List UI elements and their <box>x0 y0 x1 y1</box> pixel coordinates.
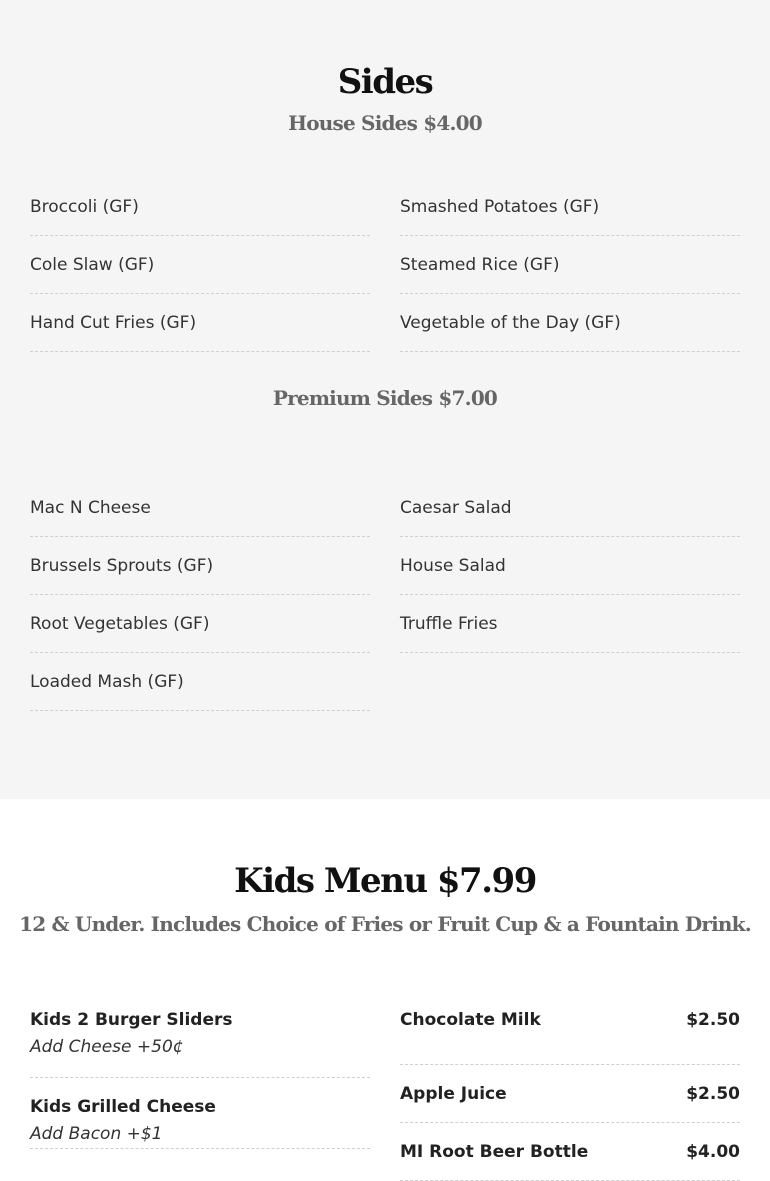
kids-item-note: Add Bacon +$1 <box>30 1124 163 1144</box>
kids-item-name: Kids Grilled Cheese <box>30 1097 216 1117</box>
drink-name: Chocolate Milk <box>400 1010 541 1030</box>
house-sides-left-column <box>30 178 370 352</box>
kids-menu-title: Kids Menu $7.99 <box>234 861 536 901</box>
side-item: Steamed Rice (GF) <box>400 236 740 294</box>
house-sides-right-column <box>400 178 740 352</box>
side-item: Truffle Fries <box>400 595 740 653</box>
kids-menu-section <box>0 799 770 1181</box>
kids-item <box>30 1078 370 1149</box>
side-item: House Salad <box>400 537 740 595</box>
side-item: Smashed Potatoes (GF) <box>400 178 740 236</box>
kids-item <box>30 1007 370 1078</box>
sides-title: Sides <box>337 62 433 102</box>
drink-item <box>400 1007 740 1065</box>
drink-name: Apple Juice <box>400 1083 507 1104</box>
side-item: Brussels Sprouts (GF) <box>30 537 370 595</box>
drink-item <box>400 1123 740 1181</box>
drink-price: $4.00 <box>686 1141 740 1162</box>
side-item: Cole Slaw (GF) <box>30 236 370 294</box>
side-item: Loaded Mash (GF) <box>30 653 370 711</box>
premium-sides-heading: Premium Sides $7.00 <box>272 386 498 410</box>
side-item: Broccoli (GF) <box>30 178 370 236</box>
side-item: Vegetable of the Day (GF) <box>400 294 740 352</box>
side-item: Caesar Salad <box>400 479 740 537</box>
premium-sides-grid <box>0 479 770 711</box>
side-item: Hand Cut Fries (GF) <box>30 294 370 352</box>
drink-price: $2.50 <box>686 1083 740 1104</box>
premium-sides-right-column <box>400 479 740 711</box>
kids-item-name: Kids 2 Burger Sliders <box>30 1010 233 1030</box>
kids-item-note: Add Cheese +50¢ <box>30 1037 184 1057</box>
house-sides-grid <box>0 178 770 352</box>
drink-item <box>400 1065 740 1123</box>
side-item: Root Vegetables (GF) <box>30 595 370 653</box>
kids-menu-subtitle: 12 & Under. Includes Choice of Fries or Fruit Cup & a Fountain Drink. <box>19 912 751 936</box>
kids-menu-grid <box>0 1007 770 1181</box>
drink-name: MI Root Beer Bottle <box>400 1141 589 1162</box>
kids-drinks-column <box>400 1007 740 1181</box>
premium-sides-left-column <box>30 479 370 711</box>
kids-items-column <box>30 1007 370 1181</box>
side-item: Mac N Cheese <box>30 479 370 537</box>
drink-price: $2.50 <box>686 1010 740 1030</box>
house-sides-heading: House Sides $4.00 <box>288 111 482 135</box>
